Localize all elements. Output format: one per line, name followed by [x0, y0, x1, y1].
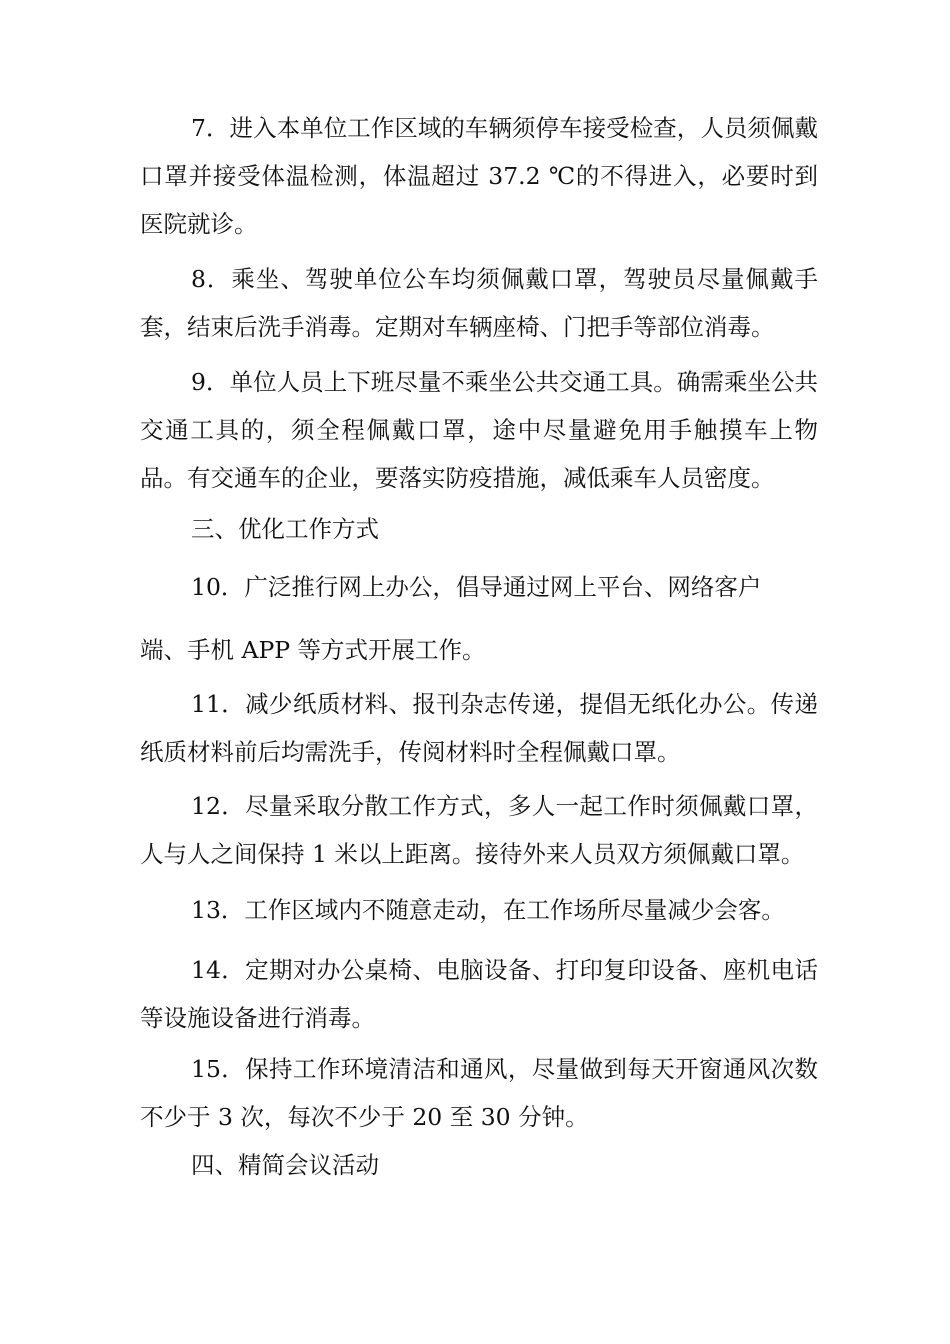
paragraph-item-10-line1: 10．广泛推行网上办公，倡导通过网上平台、网络客户 — [191, 573, 762, 601]
paragraph-item-10-line2: 端、手机 APP 等方式开展工作。 — [140, 636, 486, 664]
paragraph-item-15: 15．保持工作环境清洁和通风，尽量做到每天开窗通风次数不少于 3 次，每次不少于 20 至 30 分钟。 — [140, 1055, 818, 1131]
paragraph-item-7: 7．进入本单位工作区域的车辆须停车接受检查，人员须佩戴口罩并接受体温检测，体温超过 37.2 ℃的不得进入，必要时到医院就诊。 — [140, 114, 818, 238]
section-heading-3: 三、优化工作方式 — [191, 515, 379, 543]
section-heading-4: 四、精简会议活动 — [191, 1151, 379, 1179]
paragraph-item-13: 13．工作区域内不随意走动，在工作场所尽量减少会客。 — [191, 896, 785, 924]
paragraph-item-12: 12．尽量采取分散工作方式，多人一起工作时须佩戴口罩，人与人之间保持 1 米以上距离。接待外来人员双方须佩戴口罩。 — [140, 792, 818, 868]
paragraph-item-9: 9．单位人员上下班尽量不乘坐公共交通工具。确需乘坐公共交通工具的，须全程佩戴口罩，途中尽量避免用手触摸车上物品。有交通车的企业，要落实防疫措施，减低乘车人员密度。 — [140, 368, 818, 492]
paragraph-item-11: 11．减少纸质材料、报刊杂志传递，提倡无纸化办公。传递纸质材料前后均需洗手，传阅材料时全程佩戴口罩。 — [140, 690, 818, 766]
paragraph-item-8: 8．乘坐、驾驶单位公车均须佩戴口罩，驾驶员尽量佩戴手套，结束后洗手消毒。定期对车辆座椅、门把手等部位消毒。 — [140, 265, 818, 341]
paragraph-item-14: 14．定期对办公桌椅、电脑设备、打印复印设备、座机电话等设施设备进行消毒。 — [140, 956, 818, 1032]
